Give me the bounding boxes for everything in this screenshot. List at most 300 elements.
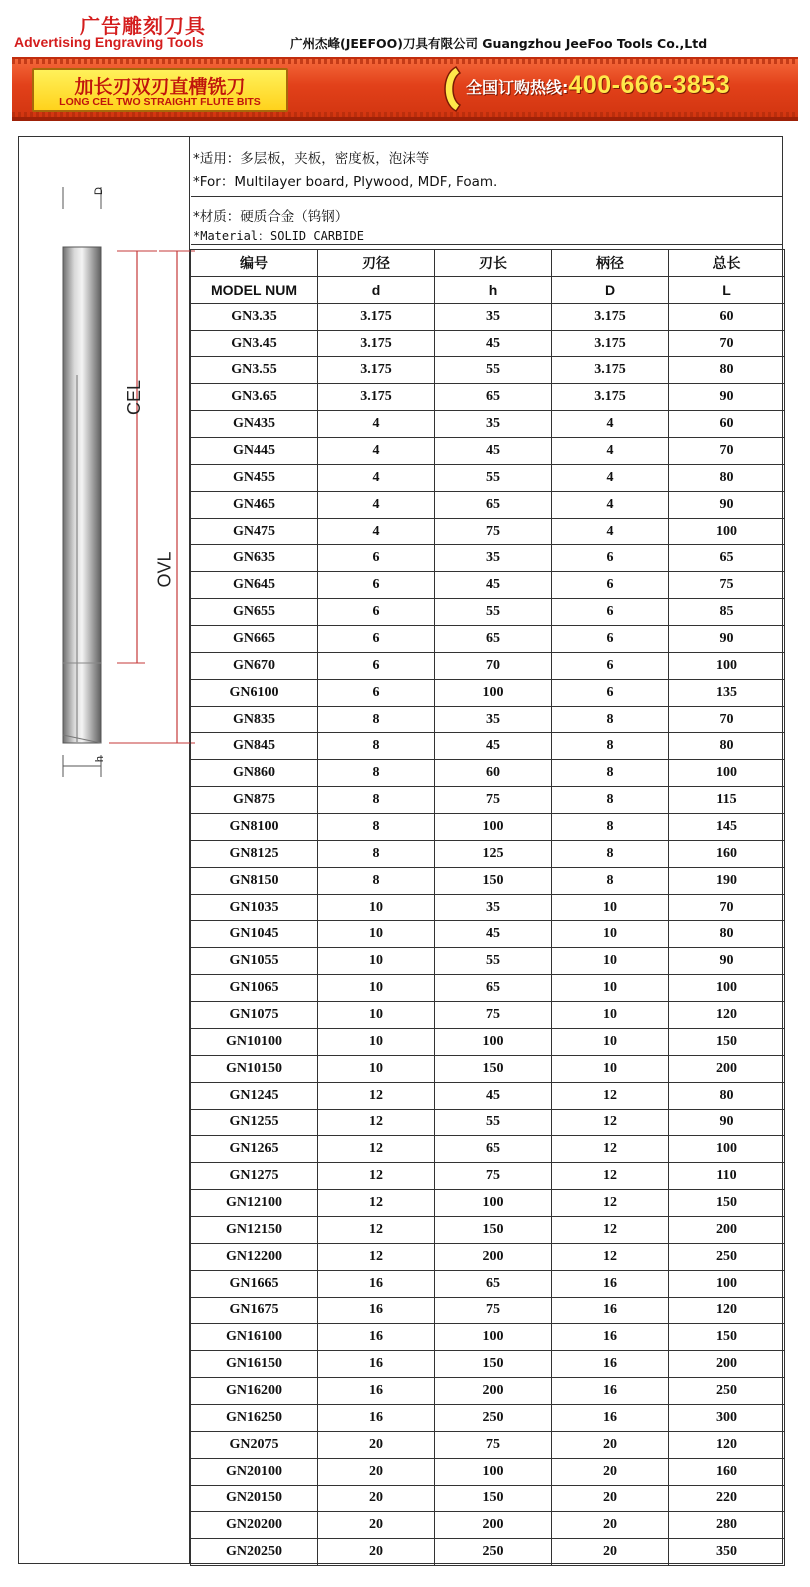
spec-cell: 150 [435, 1351, 552, 1378]
model-cell: GN1065 [191, 975, 318, 1002]
header-cell: d [318, 276, 435, 303]
spec-cell: 150 [669, 1028, 785, 1055]
spec-cell: 12 [318, 1243, 435, 1270]
model-cell: GN1675 [191, 1297, 318, 1324]
spec-cell: 55 [435, 1109, 552, 1136]
table-row [191, 599, 785, 626]
spec-cell: 8 [318, 867, 435, 894]
spec-cell: 60 [669, 411, 785, 438]
spec-cell: 110 [669, 1163, 785, 1190]
spec-cell: 75 [435, 1002, 552, 1029]
spec-cell: 20 [318, 1431, 435, 1458]
spec-cell: 55 [435, 599, 552, 626]
spec-cell: 80 [669, 921, 785, 948]
spec-cell: 4 [318, 518, 435, 545]
spec-cell: 12 [318, 1082, 435, 1109]
spec-cell: 90 [669, 491, 785, 518]
spec-cell: 125 [435, 840, 552, 867]
model-cell: GN8100 [191, 814, 318, 841]
spec-cell: 150 [435, 1055, 552, 1082]
usage-cn: *适用：多层板，夹板，密度板，泡沫等 [193, 151, 430, 167]
table-row [191, 679, 785, 706]
spec-cell: 80 [669, 357, 785, 384]
model-cell: GN2075 [191, 1431, 318, 1458]
spec-cell: 8 [318, 760, 435, 787]
table-row [191, 840, 785, 867]
spec-cell: 8 [552, 733, 669, 760]
table-row [191, 733, 785, 760]
spec-cell: 100 [669, 518, 785, 545]
spec-cell: 16 [318, 1404, 435, 1431]
spec-cell: 220 [669, 1485, 785, 1512]
spec-cell: 20 [318, 1458, 435, 1485]
model-cell: GN16250 [191, 1404, 318, 1431]
spec-cell: 90 [669, 948, 785, 975]
model-cell: GN1255 [191, 1109, 318, 1136]
material-info [191, 197, 783, 245]
spec-cell: 12 [318, 1163, 435, 1190]
model-cell: GN20250 [191, 1539, 318, 1566]
spec-cell: 4 [552, 438, 669, 465]
spec-cell: 65 [435, 1270, 552, 1297]
spec-cell: 65 [435, 1136, 552, 1163]
model-cell: GN16150 [191, 1351, 318, 1378]
spec-cell: 3.175 [318, 357, 435, 384]
bit-drawing-panel [19, 137, 190, 1563]
spec-cell: 10 [552, 1028, 669, 1055]
table-row [191, 948, 785, 975]
brand-name-cn: 广告雕刻刀具 [80, 14, 206, 38]
spec-cell: 115 [669, 787, 785, 814]
spec-cell: 55 [435, 948, 552, 975]
spec-cell: 12 [552, 1216, 669, 1243]
table-row [191, 1163, 785, 1190]
spec-cell: 350 [669, 1539, 785, 1566]
table-row [191, 1270, 785, 1297]
spec-cell: 16 [318, 1324, 435, 1351]
spec-cell: 45 [435, 438, 552, 465]
spec-cell: 45 [435, 1082, 552, 1109]
header-cell: h [435, 276, 552, 303]
spec-cell: 16 [318, 1270, 435, 1297]
spec-cell: 16 [318, 1351, 435, 1378]
model-cell: GN8125 [191, 840, 318, 867]
hotline-number: 400-666-3853 [568, 71, 731, 99]
spec-cell: 20 [318, 1512, 435, 1539]
table-row [191, 303, 785, 330]
model-cell: GN670 [191, 652, 318, 679]
spec-cell: 45 [435, 572, 552, 599]
spec-cell: 4 [552, 518, 669, 545]
spec-cell: 3.175 [318, 330, 435, 357]
spec-cell: 8 [552, 706, 669, 733]
spec-cell: 35 [435, 706, 552, 733]
table-row [191, 1109, 785, 1136]
spec-cell: 10 [318, 1055, 435, 1082]
table-row [191, 975, 785, 1002]
model-cell: GN835 [191, 706, 318, 733]
table-row [191, 1136, 785, 1163]
model-cell: GN12150 [191, 1216, 318, 1243]
spec-cell: 65 [669, 545, 785, 572]
table-row [191, 491, 785, 518]
spec-cell: 75 [435, 1297, 552, 1324]
spec-cell: 4 [318, 464, 435, 491]
dimension-label-ovl: OVL [154, 551, 175, 588]
spec-cell: 4 [318, 438, 435, 465]
spec-cell: 4 [552, 464, 669, 491]
model-cell: GN635 [191, 545, 318, 572]
spec-cell: 200 [669, 1351, 785, 1378]
spec-cell: 90 [669, 384, 785, 411]
table-row [191, 1458, 785, 1485]
spec-cell: 6 [318, 626, 435, 653]
model-cell: GN645 [191, 572, 318, 599]
model-cell: GN3.65 [191, 384, 318, 411]
table-row [191, 1028, 785, 1055]
spec-cell: 100 [435, 1028, 552, 1055]
spec-cell: 100 [669, 652, 785, 679]
material-cn: *材质：硬质合金（钨钢） [193, 209, 349, 225]
spec-cell: 12 [552, 1082, 669, 1109]
phone-icon [442, 65, 462, 113]
model-cell: GN435 [191, 411, 318, 438]
table-row [191, 652, 785, 679]
spec-cell: 12 [552, 1243, 669, 1270]
table-row [191, 1431, 785, 1458]
table-row [191, 867, 785, 894]
spec-cell: 35 [435, 303, 552, 330]
spec-cell: 16 [552, 1404, 669, 1431]
spec-cell: 160 [669, 840, 785, 867]
spec-cell: 100 [435, 679, 552, 706]
spec-cell: 8 [318, 840, 435, 867]
spec-cell: 10 [318, 975, 435, 1002]
model-cell: GN1045 [191, 921, 318, 948]
table-header-en [191, 276, 785, 303]
spec-cell: 100 [669, 975, 785, 1002]
spec-cell: 10 [318, 921, 435, 948]
spec-cell: 65 [435, 384, 552, 411]
model-cell: GN3.45 [191, 330, 318, 357]
table-row [191, 787, 785, 814]
spec-cell: 120 [669, 1297, 785, 1324]
spec-cell: 280 [669, 1512, 785, 1539]
model-cell: GN12200 [191, 1243, 318, 1270]
spec-cell: 20 [318, 1539, 435, 1566]
model-cell: GN16100 [191, 1324, 318, 1351]
table-row [191, 411, 785, 438]
spec-cell: 20 [552, 1485, 669, 1512]
model-cell: GN1275 [191, 1163, 318, 1190]
spec-cell: 16 [552, 1270, 669, 1297]
model-cell: GN875 [191, 787, 318, 814]
spec-cell: 150 [669, 1190, 785, 1217]
table-row [191, 1002, 785, 1029]
spec-table [190, 249, 785, 1566]
model-cell: GN1245 [191, 1082, 318, 1109]
spec-cell: 20 [552, 1512, 669, 1539]
spec-cell: 90 [669, 1109, 785, 1136]
model-cell: GN1055 [191, 948, 318, 975]
flute-bit-drawing [49, 175, 209, 815]
spec-cell: 8 [318, 733, 435, 760]
spec-cell: 100 [435, 1324, 552, 1351]
spec-cell: 200 [435, 1512, 552, 1539]
spec-cell: 75 [669, 572, 785, 599]
spec-cell: 4 [552, 491, 669, 518]
model-cell: GN445 [191, 438, 318, 465]
spec-cell: 10 [318, 894, 435, 921]
spec-cell: 65 [435, 975, 552, 1002]
banner-edge-decoration [12, 59, 798, 64]
model-cell: GN1035 [191, 894, 318, 921]
spec-cell: 12 [318, 1190, 435, 1217]
spec-cell: 16 [318, 1378, 435, 1405]
table-row [191, 1297, 785, 1324]
spec-cell: 6 [552, 545, 669, 572]
spec-cell: 12 [318, 1136, 435, 1163]
table-row [191, 464, 785, 491]
spec-cell: 85 [669, 599, 785, 626]
spec-cell: 8 [552, 840, 669, 867]
spec-cell: 45 [435, 921, 552, 948]
spec-cell: 20 [552, 1539, 669, 1566]
dimension-label-d: D [92, 187, 105, 195]
usage-info [191, 137, 783, 197]
spec-cell: 16 [552, 1378, 669, 1405]
spec-cell: 65 [435, 491, 552, 518]
spec-cell: 300 [669, 1404, 785, 1431]
spec-cell: 4 [318, 491, 435, 518]
product-title-box [32, 68, 288, 112]
spec-cell: 3.175 [552, 357, 669, 384]
spec-cell: 6 [318, 679, 435, 706]
spec-cell: 16 [552, 1351, 669, 1378]
spec-cell: 150 [435, 867, 552, 894]
model-cell: GN665 [191, 626, 318, 653]
spec-cell: 20 [552, 1431, 669, 1458]
spec-cell: 80 [669, 1082, 785, 1109]
table-row [191, 572, 785, 599]
company-name: 广州杰峰(JEEFOO)刀具有限公司 Guangzhou JeeFoo Tools Co.,Ltd [290, 36, 708, 51]
table-row [191, 1190, 785, 1217]
spec-cell: 16 [318, 1297, 435, 1324]
spec-cell: 80 [669, 464, 785, 491]
spec-cell: 75 [435, 1163, 552, 1190]
table-row [191, 1378, 785, 1405]
model-cell: GN845 [191, 733, 318, 760]
material-en: *Material：SOLID CARBIDE [193, 229, 364, 243]
spec-cell: 250 [435, 1404, 552, 1431]
table-row [191, 1243, 785, 1270]
spec-cell: 8 [318, 787, 435, 814]
spec-cell: 10 [552, 1002, 669, 1029]
spec-cell: 55 [435, 464, 552, 491]
model-cell: GN1075 [191, 1002, 318, 1029]
spec-cell: 120 [669, 1002, 785, 1029]
table-row [191, 438, 785, 465]
table-row [191, 706, 785, 733]
spec-cell: 6 [318, 599, 435, 626]
spec-cell: 6 [552, 572, 669, 599]
spec-cell: 12 [552, 1190, 669, 1217]
spec-cell: 250 [669, 1378, 785, 1405]
table-row [191, 921, 785, 948]
spec-cell: 12 [552, 1163, 669, 1190]
spec-cell: 12 [318, 1216, 435, 1243]
table-row [191, 1216, 785, 1243]
spec-cell: 16 [552, 1297, 669, 1324]
usage-en: *For：Multilayer board, Plywood, MDF, Foam. [193, 174, 498, 190]
spec-cell: 60 [669, 303, 785, 330]
spec-cell: 3.175 [318, 303, 435, 330]
model-cell: GN10100 [191, 1028, 318, 1055]
model-cell: GN10150 [191, 1055, 318, 1082]
spec-cell: 6 [318, 545, 435, 572]
spec-cell: 6 [552, 679, 669, 706]
model-cell: GN8150 [191, 867, 318, 894]
spec-cell: 8 [552, 814, 669, 841]
spec-cell: 6 [552, 626, 669, 653]
spec-cell: 8 [318, 706, 435, 733]
spec-cell: 250 [435, 1539, 552, 1566]
spec-cell: 90 [669, 626, 785, 653]
table-row [191, 1055, 785, 1082]
spec-cell: 6 [552, 599, 669, 626]
spec-cell: 4 [318, 411, 435, 438]
spec-cell: 190 [669, 867, 785, 894]
spec-cell: 12 [552, 1109, 669, 1136]
header-cell: 总长 [669, 250, 785, 277]
header-cell: D [552, 276, 669, 303]
spec-cell: 35 [435, 411, 552, 438]
spec-cell: 100 [669, 1136, 785, 1163]
spec-cell: 10 [318, 1002, 435, 1029]
order-hotline [466, 71, 730, 100]
spec-cell: 3.175 [318, 384, 435, 411]
header-cell: MODEL NUM [191, 276, 318, 303]
spec-cell: 3.175 [552, 303, 669, 330]
spec-cell: 6 [318, 652, 435, 679]
spec-cell: 8 [552, 760, 669, 787]
model-cell: GN20200 [191, 1512, 318, 1539]
table-row [191, 330, 785, 357]
table-row [191, 518, 785, 545]
spec-cell: 100 [435, 1458, 552, 1485]
brand-name-en: Advertising Engraving Tools [14, 34, 204, 50]
spec-cell: 70 [669, 894, 785, 921]
table-row [191, 1351, 785, 1378]
table-row [191, 1512, 785, 1539]
spec-cell: 160 [669, 1458, 785, 1485]
spec-cell: 6 [318, 572, 435, 599]
spec-cell: 8 [552, 867, 669, 894]
spec-cell: 70 [669, 706, 785, 733]
table-row [191, 814, 785, 841]
model-cell: GN455 [191, 464, 318, 491]
model-cell: GN3.55 [191, 357, 318, 384]
header-cell: 编号 [191, 250, 318, 277]
spec-cell: 12 [318, 1109, 435, 1136]
table-row [191, 1404, 785, 1431]
spec-cell: 145 [669, 814, 785, 841]
spec-cell: 55 [435, 357, 552, 384]
spec-cell: 75 [435, 1431, 552, 1458]
spec-cell: 3.175 [552, 330, 669, 357]
spec-cell: 8 [318, 814, 435, 841]
spec-cell: 8 [552, 787, 669, 814]
spec-cell: 60 [435, 760, 552, 787]
table-row [191, 1485, 785, 1512]
table-row [191, 545, 785, 572]
spec-cell: 75 [435, 518, 552, 545]
spec-cell: 35 [435, 894, 552, 921]
model-cell: GN475 [191, 518, 318, 545]
spec-cell: 10 [552, 975, 669, 1002]
spec-cell: 150 [435, 1216, 552, 1243]
spec-cell: 35 [435, 545, 552, 572]
spec-cell: 10 [552, 894, 669, 921]
spec-cell: 80 [669, 733, 785, 760]
spec-cell: 100 [435, 1190, 552, 1217]
spec-cell: 10 [552, 948, 669, 975]
spec-cell: 10 [318, 948, 435, 975]
table-row [191, 384, 785, 411]
spec-cell: 45 [435, 330, 552, 357]
spec-cell: 200 [669, 1216, 785, 1243]
model-cell: GN6100 [191, 679, 318, 706]
spec-cell: 100 [435, 814, 552, 841]
table-row [191, 760, 785, 787]
table-row [191, 1082, 785, 1109]
model-cell: GN20150 [191, 1485, 318, 1512]
model-cell: GN20100 [191, 1458, 318, 1485]
banner-edge-decoration [12, 112, 798, 117]
spec-cell: 75 [435, 787, 552, 814]
spec-cell: 70 [435, 652, 552, 679]
spec-cell: 65 [435, 626, 552, 653]
model-cell: GN655 [191, 599, 318, 626]
dimension-label-cel: CEL [124, 379, 145, 416]
model-cell: GN12100 [191, 1190, 318, 1217]
spec-cell: 200 [669, 1055, 785, 1082]
spec-cell: 12 [552, 1136, 669, 1163]
table-row [191, 894, 785, 921]
spec-cell: 45 [435, 733, 552, 760]
table-row [191, 1324, 785, 1351]
spec-cell: 150 [669, 1324, 785, 1351]
product-title-en: LONG CEL TWO STRAIGHT FLUTE BITS [59, 96, 261, 108]
spec-cell: 250 [669, 1243, 785, 1270]
model-cell: GN1665 [191, 1270, 318, 1297]
spec-cell: 4 [552, 411, 669, 438]
spec-cell: 20 [552, 1458, 669, 1485]
table-row [191, 1539, 785, 1566]
spec-cell: 200 [435, 1378, 552, 1405]
table-row [191, 626, 785, 653]
model-cell: GN465 [191, 491, 318, 518]
spec-cell: 150 [435, 1485, 552, 1512]
spec-cell: 100 [669, 1270, 785, 1297]
model-cell: GN1265 [191, 1136, 318, 1163]
header-cell: 柄径 [552, 250, 669, 277]
spec-cell: 3.175 [552, 384, 669, 411]
spec-cell: 10 [318, 1028, 435, 1055]
spec-cell: 100 [669, 760, 785, 787]
header-cell: 刃径 [318, 250, 435, 277]
model-cell: GN3.35 [191, 303, 318, 330]
